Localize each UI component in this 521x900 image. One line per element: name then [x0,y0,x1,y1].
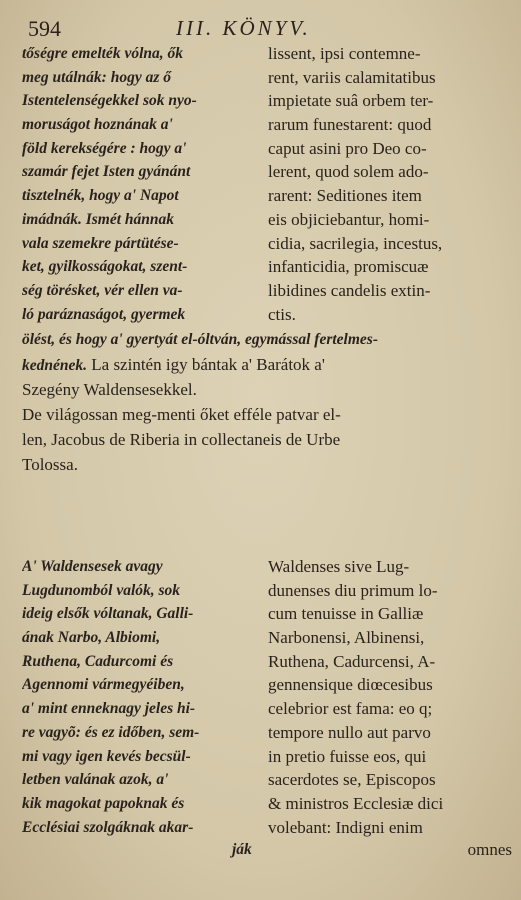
text-line: rarent: Seditiones item [268,186,422,206]
text-line: Ruthena, Cadurcomi és [22,652,174,670]
text-span: Tolossa. [22,455,78,475]
text-span: len, Jacobus de Riberia in collectaneis de Urbe [22,430,341,450]
text-line: Lugdunomból valók, sok [22,581,181,599]
text-line: ló paráznaságot, gyermek [22,305,186,323]
text-line: dunenses diu primum lo- [268,580,438,600]
running-header [28,16,508,42]
text-line: Narbonensi, Albinensi, [268,628,425,648]
text-line: föld kerekségére : hogy a' [22,139,187,157]
text-line: ket, gyilkosságokat, szent- [22,258,188,276]
text-line: sacerdotes se, Episcopos [268,770,436,790]
latin-column-bottom [268,555,512,839]
text-line: a' mint enneknagy jeles hi- [22,700,196,718]
text-line: ideig elsők vóltanak, Galli- [22,605,194,623]
text-line [22,403,512,427]
text-line: impietate suâ orbem ter- [268,91,434,111]
text-line: moruságot hoznának a' [22,116,173,134]
catchword-right: omnes [467,840,512,859]
text-line: letben valának azok, a' [22,771,169,789]
text-line [22,428,512,452]
text-line: caput asini pro Deo co- [268,138,427,158]
text-line [22,328,512,352]
text-line: rent, variis calamitatibus [268,67,436,87]
text-span: Szegény Waldensesekkel. [22,380,197,400]
text-line: eis objiciebantur, homi- [268,209,430,229]
text-line [22,378,512,402]
text-line: A' Waldensesek avagy [22,558,163,575]
text-line: tisztelnék, hogy a' Napot [22,187,179,205]
text-line: gennensique diœcesibus [268,675,433,695]
text-line: libidines candelis extin- [268,280,431,300]
latin-column-top [268,42,512,326]
text-span: ölést, és hogy a' gyertyát el-óltván, egymással fertelmes- [22,331,378,349]
text-line: imádnák. Ismét hánnak [22,210,175,228]
final-line [22,838,512,862]
text-line: mi vagy igen kevés becsül- [22,747,191,765]
catchword-left: ják [232,841,252,858]
text-line: & ministros Ecclesiæ dici [268,793,444,813]
text-line: Ecclésiai szolgáknak akar- [22,818,194,836]
text-line: celebrior est fama: eo q; [268,699,433,719]
text-line [22,353,512,377]
text-line: ség törésket, vér ellen va- [22,281,183,299]
text-line: szamár fejet Isten gyánánt [22,163,191,181]
text-line: in pretio fuisse eos, qui [268,746,427,766]
text-line: cidia, sacrilegia, incestus, [268,233,443,253]
hungarian-column-top [22,42,262,326]
text-line: lerent, quod solem ado- [268,162,429,182]
text-line: lissent, ipsi contemne- [268,44,421,63]
text-line: tőségre emelték vólna, ők [22,45,183,62]
text-line: Waldenses sive Lug- [268,557,410,576]
text-line: kik magokat papoknak és [22,794,185,812]
hungarian-column-bottom [22,555,262,839]
text-line: Istentelenségekkel sok nyo- [22,92,197,110]
text-line: Ruthena, Cadurcensi, A- [268,651,436,671]
text-line: rarum funestarent: quod [268,115,432,135]
text-span: La szintén igy bántak a' Barátok a' [87,355,325,375]
running-head-title: III. KÖNYV. [176,16,311,40]
page-number: 594 [28,16,61,41]
text-line: ctis. [268,304,296,324]
text-line: meg utálnák: hogy az ő [22,68,171,86]
text-line: volebant: Indigni enim [268,817,423,837]
text-span: kednének. [22,357,88,375]
text-line: re vagyõ: és ez időben, sem- [22,723,200,741]
text-line: cum tenuisse in Galliæ [268,604,424,624]
text-line: ának Narbo, Albiomi, [22,629,161,647]
text-line [22,453,512,477]
text-line: vala szemekre pártütése- [22,234,179,252]
text-line: tempore nullo aut parvo [268,722,431,742]
text-span: De világossan meg-menti őket efféle patvar el- [22,405,341,425]
text-line: infanticidia, promiscuæ [268,257,429,277]
text-line: Agennomi vármegyéiben, [22,676,185,694]
